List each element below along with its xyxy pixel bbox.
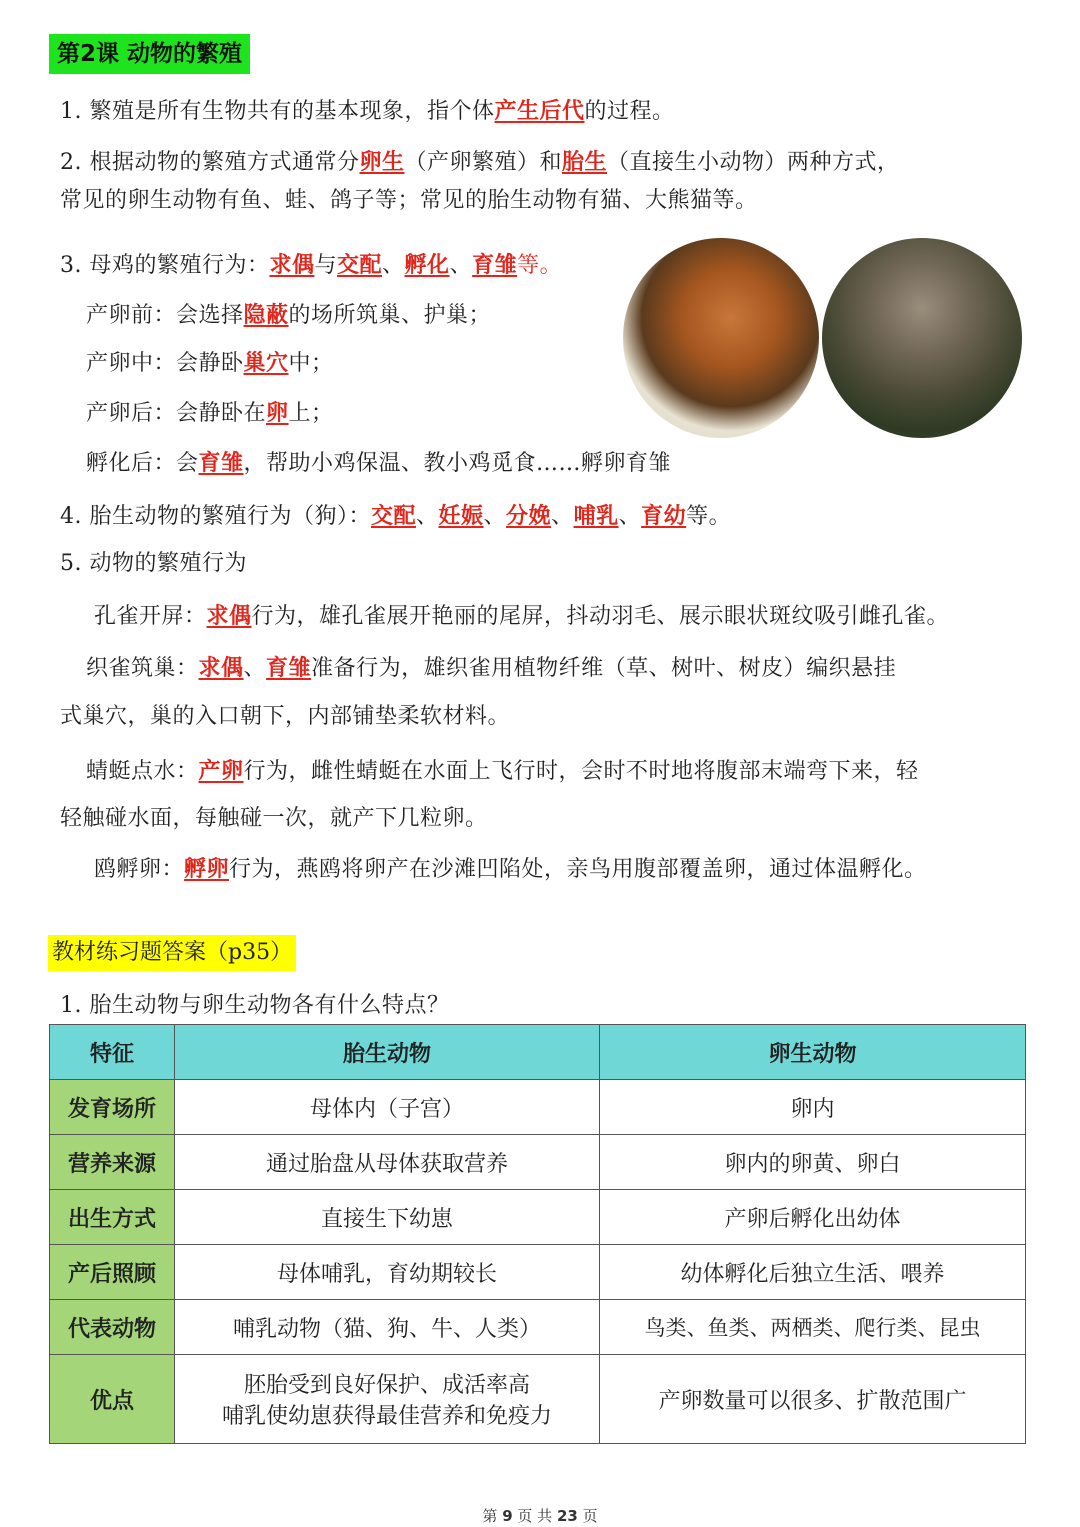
row-label: 优点 xyxy=(50,1355,175,1444)
question: 1. 胎生动物与卵生动物各有什么特点？ xyxy=(60,993,450,1018)
text: 4. 胎生动物的繁殖行为（狗）： xyxy=(60,504,371,529)
paragraph-1 xyxy=(60,96,675,127)
keyword: 育雏 xyxy=(266,655,312,681)
paragraph-5d xyxy=(94,854,927,885)
paragraph-3b xyxy=(86,348,334,379)
text: （直接生小动物）两种方式， xyxy=(607,150,900,175)
keyword: 哺乳 xyxy=(573,503,619,529)
row-label: 发育场所 xyxy=(50,1080,175,1135)
text: 2. 根据动物的繁殖方式通常分 xyxy=(60,150,360,175)
paragraph-3c xyxy=(86,398,334,429)
cell: 哺乳动物（猫、狗、牛、人类） xyxy=(175,1300,600,1355)
cell: 直接生下幼崽 xyxy=(175,1190,600,1245)
lesson-title: 第2课 动物的繁殖 xyxy=(49,34,250,74)
paragraph-3 xyxy=(60,250,562,281)
keyword: 产卵 xyxy=(198,758,244,784)
text: 的过程。 xyxy=(584,99,675,124)
text: 、 xyxy=(449,253,473,278)
table-row xyxy=(50,1355,1026,1444)
text: 页 共 xyxy=(512,1507,557,1525)
text: 行为，雌性蜻蜓在水面上飞行时，会时不时地将腹部末端弯下来，轻 xyxy=(243,759,919,784)
text: 织雀筑巢： xyxy=(86,656,199,681)
keyword: 育雏 xyxy=(198,450,244,476)
keyword: 孵卵 xyxy=(184,856,230,882)
text: 第 xyxy=(482,1507,503,1525)
header-feature: 特征 xyxy=(50,1025,175,1080)
text: （产卵繁殖）和 xyxy=(404,150,563,175)
cell: 产卵数量可以很多、扩散范围广 xyxy=(600,1355,1026,1444)
text: 孵化后：会 xyxy=(86,451,199,476)
text: 1. 繁殖是所有生物共有的基本现象，指个体 xyxy=(60,99,495,124)
text: ，帮助小鸡保温、教小鸡觅食……孵卵育雏 xyxy=(243,451,672,476)
keyword: 求偶 xyxy=(198,655,244,681)
keyword: 求偶 xyxy=(206,603,252,629)
hen-nesting-photo xyxy=(623,238,819,438)
keyword: 卵生 xyxy=(359,149,405,175)
row-label: 营养来源 xyxy=(50,1135,175,1190)
row-label: 出生方式 xyxy=(50,1190,175,1245)
keyword: 产生后代 xyxy=(494,98,585,124)
paragraph-5: 5. 动物的繁殖行为 xyxy=(60,551,247,576)
text: 等。 xyxy=(686,504,732,529)
cell xyxy=(175,1355,600,1444)
hen-with-chicks-photo xyxy=(822,238,1022,438)
header-viviparous: 胎生动物 xyxy=(175,1025,600,1080)
cell: 幼体孵化后独立生活、喂养 xyxy=(600,1245,1026,1300)
text: 准备行为，雄织雀用植物纤维（草、树叶、树皮）编织悬挂 xyxy=(311,656,897,681)
keyword: 隐蔽 xyxy=(243,302,289,328)
keyword: 交配 xyxy=(337,252,383,278)
cell: 鸟类、鱼类、两栖类、爬行类、昆虫 xyxy=(600,1300,1026,1355)
keyword: 育幼 xyxy=(641,503,687,529)
keyword: 分娩 xyxy=(506,503,552,529)
cell-line: 胚胎受到良好保护、成活率高 xyxy=(243,1373,530,1398)
paragraph-5b xyxy=(86,653,896,684)
text: 上； xyxy=(288,401,334,426)
paragraph-3a xyxy=(86,300,491,331)
text: 、 xyxy=(243,656,267,681)
text: 产卵后：会静卧在 xyxy=(86,401,267,426)
text: 的场所筑巢、护巢； xyxy=(288,303,492,328)
row-label: 代表动物 xyxy=(50,1300,175,1355)
text: 页 xyxy=(577,1507,598,1525)
keyword: 交配 xyxy=(370,503,416,529)
keyword: 孵化 xyxy=(404,252,450,278)
total-pages: 23 xyxy=(556,1507,578,1525)
cell: 卵内的卵黄、卵白 xyxy=(600,1135,1026,1190)
paragraph-4 xyxy=(60,501,731,532)
keyword: 求偶 xyxy=(269,252,315,278)
cell: 母体哺乳，育幼期较长 xyxy=(175,1245,600,1300)
header-oviparous: 卵生动物 xyxy=(600,1025,1026,1080)
table-row xyxy=(50,1080,1026,1135)
cell-line: 哺乳使幼崽获得最佳营养和免疫力 xyxy=(221,1404,552,1429)
keyword: 巢穴 xyxy=(243,350,289,376)
page-number: 9 xyxy=(502,1507,513,1525)
text: 行为，雄孔雀展开艳丽的尾屏，抖动羽毛、展示眼状斑纹吸引雌孔雀。 xyxy=(251,604,950,629)
paragraph-5b-line-2: 式巢穴，巢的入口朝下，内部铺垫柔软材料。 xyxy=(60,704,511,729)
table-header-row xyxy=(50,1025,1026,1080)
paragraph-2-line-2: 常见的卵生动物有鱼、蛙、鸽子等；常见的胎生动物有猫、大熊猫等。 xyxy=(60,188,758,213)
keyword: 胎生 xyxy=(562,149,608,175)
text: 产卵前：会选择 xyxy=(86,303,244,328)
table-row xyxy=(50,1300,1026,1355)
paragraph-5c-line-2: 轻触碰水面，每触碰一次，就产下几粒卵。 xyxy=(60,806,488,831)
text: 、 xyxy=(382,253,405,278)
text: 中； xyxy=(288,351,334,376)
text: 、 xyxy=(416,504,439,529)
comparison-table xyxy=(49,1024,1026,1444)
keyword: 卵 xyxy=(266,400,289,426)
text: 、 xyxy=(483,504,507,529)
text: 3. 母鸡的繁殖行为： xyxy=(60,253,270,278)
table-row xyxy=(50,1245,1026,1300)
keyword: 妊娠 xyxy=(438,503,484,529)
row-label: 产后照顾 xyxy=(50,1245,175,1300)
paragraph-5a xyxy=(94,601,949,632)
text: 鸥孵卵： xyxy=(94,857,185,882)
paragraph-5c xyxy=(86,756,919,787)
text: 、 xyxy=(618,504,642,529)
cell: 卵内 xyxy=(600,1080,1026,1135)
table-row xyxy=(50,1135,1026,1190)
text: 、 xyxy=(551,504,574,529)
text: 等。 xyxy=(517,253,563,278)
keyword: 育雏 xyxy=(472,252,518,278)
cell: 产卵后孵化出幼体 xyxy=(600,1190,1026,1245)
paragraph-2 xyxy=(60,147,900,178)
page-footer xyxy=(0,1505,1080,1526)
table-row xyxy=(50,1190,1026,1245)
cell: 母体内（子宫） xyxy=(175,1080,600,1135)
text: 孔雀开屏： xyxy=(94,604,207,629)
text: 蜻蜓点水： xyxy=(86,759,199,784)
text: 与 xyxy=(314,253,338,278)
exercise-title: 教材练习题答案（p35） xyxy=(48,935,296,971)
cell: 通过胎盘从母体获取营养 xyxy=(175,1135,600,1190)
text: 行为，燕鸥将卵产在沙滩凹陷处，亲鸟用腹部覆盖卵，通过体温孵化。 xyxy=(229,857,927,882)
text: 产卵中：会静卧 xyxy=(86,351,244,376)
paragraph-3d xyxy=(86,448,671,479)
